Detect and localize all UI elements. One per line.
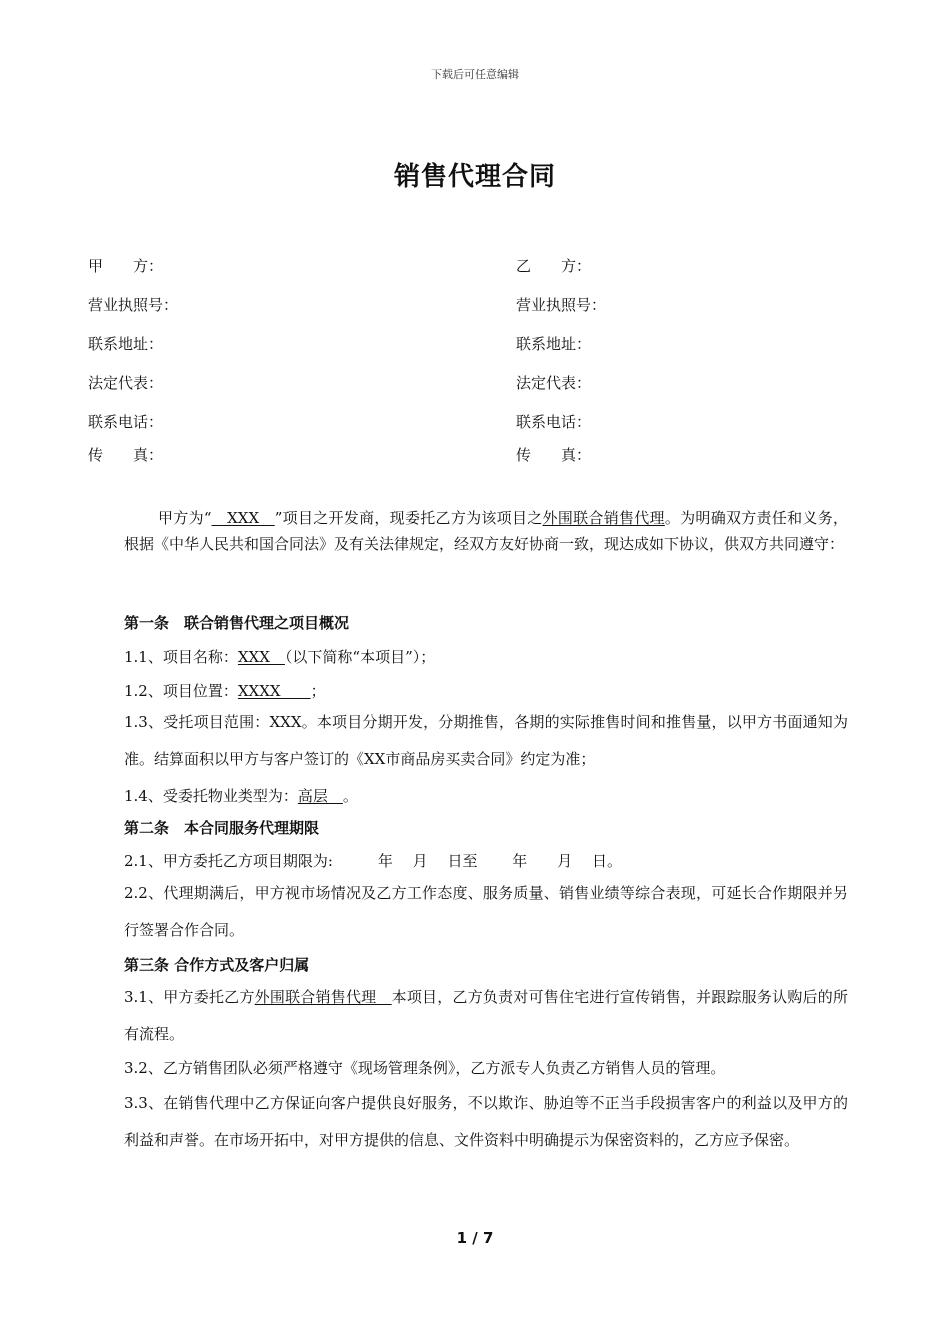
party-b-name-label: 乙 方：: [516, 257, 592, 275]
article-1-item-2: 1.2、项目位置：XXXX ；: [124, 682, 326, 700]
article-1-item-4: 1.4、受委托物业类型为：高层 。: [124, 787, 358, 805]
party-a-license-label: 营业执照号：: [88, 296, 179, 314]
article-3-heading: 第三条 合作方式及客户归属: [124, 956, 310, 974]
article-2-heading: 第二条 本合同服务代理期限: [124, 819, 320, 837]
party-a-rep-label: 法定代表：: [88, 374, 164, 392]
article-2-item-1: 2.1、甲方委托乙方项目期限为: 年 月 日至 年 月 日。: [124, 852, 622, 870]
article-2-item-2: 2.2、代理期满后，甲方视市场情况及乙方工作态度、服务质量、销售业绩等综合表现，可延长合作期限并另行签署合作合同。: [124, 884, 848, 939]
party-a-phone-label: 联系电话：: [88, 413, 164, 431]
party-b-rep-label: 法定代表：: [516, 374, 592, 392]
header-note: 下载后可任意编辑: [431, 68, 519, 81]
article-3-item-1: 3.1、甲方委托乙方外围联合销售代理 本项目，乙方负责对可售住宅进行宣传销售，并跟踪服务认购后的所有流程。: [124, 988, 848, 1043]
party-b-fax-label: 传 真：: [516, 446, 592, 464]
article-3-item-3: 3.3、在销售代理中乙方保证向客户提供良好服务，不以欺诈、胁迫等不正当手段损害客户的利益以及甲方的利益和声誉。在市场开拓中，对甲方提供的信息、文件资料中明确提示为保密资料的，乙方应予保密。: [124, 1094, 848, 1149]
party-a-fax-label: 传 真：: [88, 446, 164, 464]
party-a-address-label: 联系地址：: [88, 335, 164, 353]
article-1-item-1: 1.1、项目名称：XXX （以下简称“本项目”）；: [124, 648, 436, 666]
page-number: 1 / 7: [456, 1229, 494, 1247]
party-b-address-label: 联系地址：: [516, 335, 592, 353]
agency-type: 外围联合销售代理: [542, 509, 665, 527]
intro-paragraph: 甲方为“ XXX ”项目之开发商，现委托乙方为该项目之外围联合销售代理。为明确双方责任和义务，根据《中华人民共和国合同法》及有关法律规定，经双方友好协商一致，现达成如下协议，供双方共同遵守：: [124, 509, 848, 553]
article-1-item-3: 1.3、受托项目范围：XXX。本项目分期开发，分期推售，各期的实际推售时间和推售量，以甲方书面通知为准。结算面积以甲方与客户签订的《XX市商品房买卖合同》约定为准；: [124, 713, 848, 768]
party-a-name-label: 甲 方：: [88, 257, 164, 275]
contract-title: 销售代理合同: [393, 162, 556, 192]
party-b-phone-label: 联系电话：: [516, 413, 592, 431]
party-b-license-label: 营业执照号：: [516, 296, 607, 314]
project-name-blank: XXX: [211, 509, 275, 527]
article-3-item-2: 3.2、乙方销售团队必须严格遵守《现场管理条例》，乙方派专人负责乙方销售人员的管理。: [124, 1059, 726, 1077]
article-1-heading: 第一条 联合销售代理之项目概况: [124, 614, 350, 632]
